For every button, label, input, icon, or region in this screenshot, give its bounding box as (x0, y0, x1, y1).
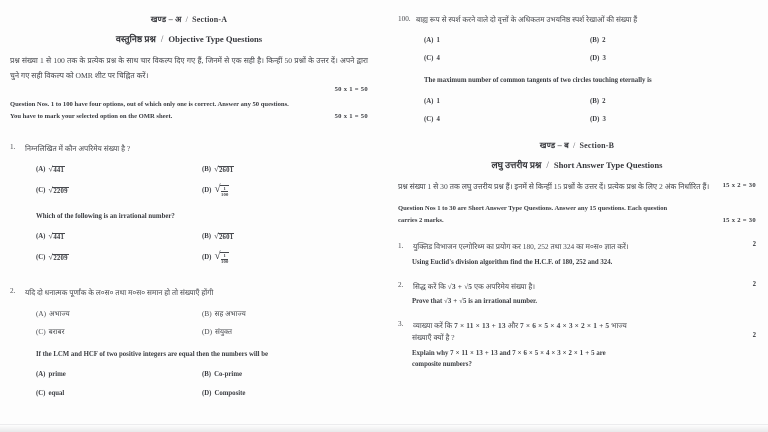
question-1-hindi: निम्नलिखित में कौन अपरिमेय संख्या है ? (25, 143, 131, 153)
section-a-subheader (10, 32, 368, 45)
short-answer-question-3 (398, 320, 756, 371)
option-b-label: (B) (590, 36, 600, 44)
option-b[interactable] (202, 305, 368, 324)
sb-question-1-number: 1. (398, 241, 404, 250)
option-c[interactable] (36, 247, 202, 270)
option-b-label: (B) (202, 166, 212, 174)
section-a-header-hindi: खण्ड – अ (150, 15, 182, 24)
question-2 (10, 287, 368, 403)
section-b-header-hindi: खण्ड – ब (539, 141, 570, 151)
option-b-text: 2 (602, 36, 606, 44)
sb-question-3-hindi-math2: 7 × 6 × 5 × 4 × 3 × 2 × 1 + 5 (520, 320, 610, 330)
sb-question-3-english-pre: Explain why (412, 349, 449, 357)
option-c-text: equal (48, 389, 65, 397)
option-d-text: 3 (602, 55, 606, 62)
option-a[interactable] (36, 366, 202, 384)
section-b-instructions-hindi (398, 180, 756, 195)
fraction (221, 187, 229, 198)
sqrt-icon: √ $\frac{1}{100}$ (214, 250, 229, 264)
sb-question-2-hindi-math: √3 + √5 (447, 281, 473, 291)
sb-question-1-marks: 2 (752, 241, 756, 249)
sb-question-2-english (412, 296, 756, 308)
option-b-text: सह अभाज्य (214, 309, 246, 318)
option-d[interactable] (202, 385, 368, 403)
sb-question-2-hindi (413, 281, 736, 293)
sb-question-3-hindi-math1: 7 × 11 × 13 + 13 (454, 320, 506, 330)
sb-question-3-hindi-pre: व्याख्या करें कि (413, 320, 453, 330)
option-c-label: (C) (36, 328, 46, 337)
sb-question-3-marks: 2 (752, 331, 756, 339)
question-100-english: The maximum number of common tangents of two circles touching eternally is (424, 77, 652, 85)
sb-question-3-english-line2: composite numbers? (412, 361, 472, 369)
sb-question-3-number: 3. (398, 320, 404, 329)
section-b-header-english: Section-B (579, 141, 615, 151)
fraction-denominator: 100 (220, 258, 229, 264)
sqrt-icon: √ 2601 (214, 164, 234, 174)
option-b-text: Co-prime (214, 371, 242, 379)
option-c-label: (C) (424, 115, 434, 123)
section-b-header (398, 140, 756, 151)
section-b-instructions-english-line2-text: carries 2 marks. (398, 217, 444, 224)
option-a-radicand: 441 (53, 167, 65, 174)
option-b-text: 2 (602, 97, 606, 105)
option-d-label: (D) (590, 115, 600, 123)
fraction-numerator: 1 (223, 252, 226, 258)
option-a-text: prime (48, 371, 66, 379)
option-d-label: (D) (202, 187, 212, 195)
option-c-label: (C) (36, 389, 46, 397)
option-d[interactable] (202, 323, 368, 342)
option-c[interactable] (36, 323, 202, 342)
option-a[interactable] (36, 161, 202, 180)
option-b-radicand: 2601 (218, 167, 234, 174)
fraction (221, 254, 229, 265)
section-a-header-slash: / (185, 15, 189, 24)
question-1-number: 1. (10, 143, 16, 152)
option-a-radicand: 441 (53, 234, 65, 242)
short-answer-question-1 (398, 241, 756, 268)
option-c[interactable] (36, 385, 202, 403)
option-c-text: 4 (436, 55, 440, 62)
sb-question-1-hindi: युक्लिड विभाजन एल्गोरिथ्म का प्रयोग कर 180, 252 तथा 324 का म०स० ज्ञात करें। (413, 242, 629, 252)
option-a-text: 1 (436, 36, 440, 44)
question-100-hindi: बाह्य रूप से स्पर्श करने वाले दो वृत्तों के अधिकतम उभयनिष्ठ स्पर्श रेखाओं की संख्या हैं (416, 15, 638, 24)
option-b-label: (B) (202, 233, 212, 241)
option-d-label: (D) (590, 55, 600, 62)
sqrt-icon: √ 2601 (214, 231, 234, 242)
sb-question-3-english (412, 348, 756, 360)
question-1-english-options (36, 228, 368, 270)
option-a-label: (A) (424, 36, 434, 44)
question-100 (398, 14, 756, 129)
sb-question-2-english-post: is an irrational number. (468, 298, 538, 306)
sb-question-2-english-pre: Prove that (412, 298, 443, 306)
sb-question-3-english-math2: 7 × 6 × 5 × 4 × 3 × 2 × 1 + 5 (512, 349, 595, 357)
option-d[interactable] (590, 111, 756, 129)
option-c[interactable] (36, 180, 202, 203)
section-b-instructions-hindi-marks: 15 x 2 = 30 (722, 182, 756, 190)
option-a-text: अभाज्य (48, 309, 70, 318)
sqrt-icon: √ $\frac{1}{100}$ (214, 182, 229, 197)
question-1-hindi-options (36, 161, 368, 203)
option-d-text: संयुक्त (214, 328, 232, 337)
option-b[interactable] (202, 228, 368, 247)
sb-question-3-hindi-post: भाज्य (611, 320, 627, 330)
sb-question-3-hindi (413, 320, 756, 332)
option-a-label: (A) (424, 97, 434, 105)
option-c-radicand: 2209 (53, 187, 68, 195)
option-d-label: (D) (202, 254, 212, 262)
section-b-subheader (398, 158, 756, 171)
option-b-label: (B) (590, 97, 600, 105)
option-a[interactable] (424, 32, 590, 50)
question-100-number: 100. (398, 14, 411, 23)
option-c-label: (C) (36, 187, 46, 195)
option-d[interactable] (202, 180, 368, 203)
section-a-subheader-english: Objective Type Questions (168, 34, 263, 44)
option-a-label: (A) (36, 233, 46, 241)
section-b-subheader-english: Short Answer Type Questions (553, 160, 663, 171)
sb-question-1-english: Using Euclid's division algorithm find the H.C.F. of 180, 252 and 324. (412, 259, 613, 267)
option-d-text: Composite (214, 389, 246, 397)
question-2-english: If the LCM and HCF of two positive integers are equal then the numbers will be (36, 350, 269, 358)
option-b[interactable] (590, 32, 756, 50)
option-c-text: बराबर (48, 328, 65, 337)
option-d-text: 3 (602, 115, 606, 123)
option-b[interactable] (202, 161, 368, 180)
option-b-radicand: 2601 (218, 234, 234, 242)
option-c-text: 4 (436, 115, 440, 123)
option-a-label: (A) (36, 309, 46, 318)
section-a-instructions-hindi-marks: 50 x 1 = 50 (334, 85, 368, 93)
question-2-english-options (36, 366, 368, 402)
sb-question-2-marks: 2 (752, 280, 756, 288)
option-a[interactable] (36, 228, 202, 247)
option-b[interactable] (590, 93, 756, 111)
section-b-instructions-english-line1: Question Nos 1 to 30 are Short Answer Type Questions. Answer any 15 questions. Each question (398, 204, 668, 212)
section-b-instructions-english-marks: 15 x 2 = 30 (722, 217, 756, 224)
section-a-instructions-english-line2 (10, 111, 368, 123)
sb-question-3-hindi-line2: संख्याएँ क्यों है ? (412, 332, 455, 342)
question-2-hindi: यदि दो धनात्मक पूर्णांक के ल०स० तथा म०स० समान हो तो संख्याएँ होंगी (25, 287, 214, 297)
fraction-numerator: 1 (223, 185, 226, 191)
sqrt-icon: √ 2209 (48, 185, 68, 195)
option-c-label: (C) (36, 254, 46, 262)
option-a-label: (A) (36, 371, 46, 379)
question-2-hindi-options (36, 305, 368, 342)
option-d[interactable] (590, 50, 756, 68)
section-b-instructions-hindi-text: प्रश्न संख्या 1 से 30 तक लघु उत्तरीय प्रश्न हैं। इनमें से किन्हीं 15 प्रश्नों के उत्तर दें। प्रत्येक प्रश्न के लिए 2 अंक निर्धारित हैं। (398, 182, 710, 192)
short-answer-question-2 (398, 281, 756, 308)
sb-question-2-hindi-pre: सिद्ध करें कि (413, 281, 446, 291)
section-a-instructions-english-line2-text: You have to mark your selected option on the OMR sheet. (10, 112, 173, 120)
sqrt-icon: √ 441 (48, 164, 65, 174)
option-b[interactable] (202, 366, 368, 384)
sqrt-icon: √ 441 (48, 231, 65, 242)
option-b-label: (B) (202, 309, 212, 318)
sb-question-3-hindi-mid: और (507, 320, 519, 330)
fraction-denominator: 100 (220, 191, 229, 197)
option-a-label: (A) (36, 166, 46, 174)
option-a-text: 1 (436, 97, 440, 105)
right-page-column (384, 0, 768, 432)
section-b-subheader-hindi: लघु उत्तरीय प्रश्न (491, 160, 542, 171)
sb-question-2-number: 2. (398, 281, 404, 290)
option-a[interactable] (424, 93, 590, 111)
sqrt-icon: √ 2209 (48, 252, 68, 263)
question-100-hindi-options (424, 32, 756, 68)
section-a-subheader-hindi: वस्तुनिष्ठ प्रश्न (115, 34, 156, 44)
option-c-radicand: 2209 (53, 255, 68, 263)
page-bottom-edge (0, 424, 768, 432)
option-c[interactable] (424, 50, 590, 68)
section-a-instructions-english-line1: Question Nos. 1 to 100 have four options, out of which only one is correct. Answer any 50 questions. (10, 100, 289, 108)
section-a-header (10, 14, 368, 25)
section-b-header-slash: / (573, 141, 576, 151)
section-a-header-english: Section-A (192, 15, 228, 24)
sb-question-3-english-mid: and (499, 349, 511, 357)
section-a-instructions-hindi: प्रश्न संख्या 1 से 100 तक के प्रत्येक प्रश्न के साथ चार विकल्प दिए गए हैं, जिनमें से एक सही है। किन्हीं 50 प्रश्नों के उत्तर दें। अपने द्वारा चुने गए सही विकल्प को OMR शीट पर चिह्नित करें। (10, 56, 368, 80)
option-c-label: (C) (424, 55, 434, 62)
option-a[interactable] (36, 305, 202, 324)
question-2-number: 2. (10, 287, 16, 296)
sb-question-3-english-post: are (596, 349, 606, 357)
section-a-instructions-english-marks: 50 x 1 = 50 (334, 112, 368, 120)
question-100-english-options (424, 93, 756, 129)
sb-question-2-english-math: √3 + √5 (443, 298, 467, 306)
section-b-subheader-slash: / (546, 160, 549, 171)
section-a-subheader-slash: / (160, 34, 164, 44)
option-d-label: (D) (202, 389, 212, 397)
option-d[interactable] (202, 247, 368, 270)
sb-question-2-hindi-post: एक अपरिमेय संख्या है। (474, 281, 536, 291)
option-b-label: (B) (202, 371, 212, 379)
section-b-instructions-english-line2 (398, 215, 756, 227)
option-c[interactable] (424, 111, 590, 129)
question-1 (10, 143, 368, 270)
option-d-label: (D) (202, 328, 212, 337)
question-1-english: Which of the following is an irrational number? (36, 212, 175, 220)
sb-question-3-english-math1: 7 × 11 × 13 + 13 (450, 349, 498, 357)
